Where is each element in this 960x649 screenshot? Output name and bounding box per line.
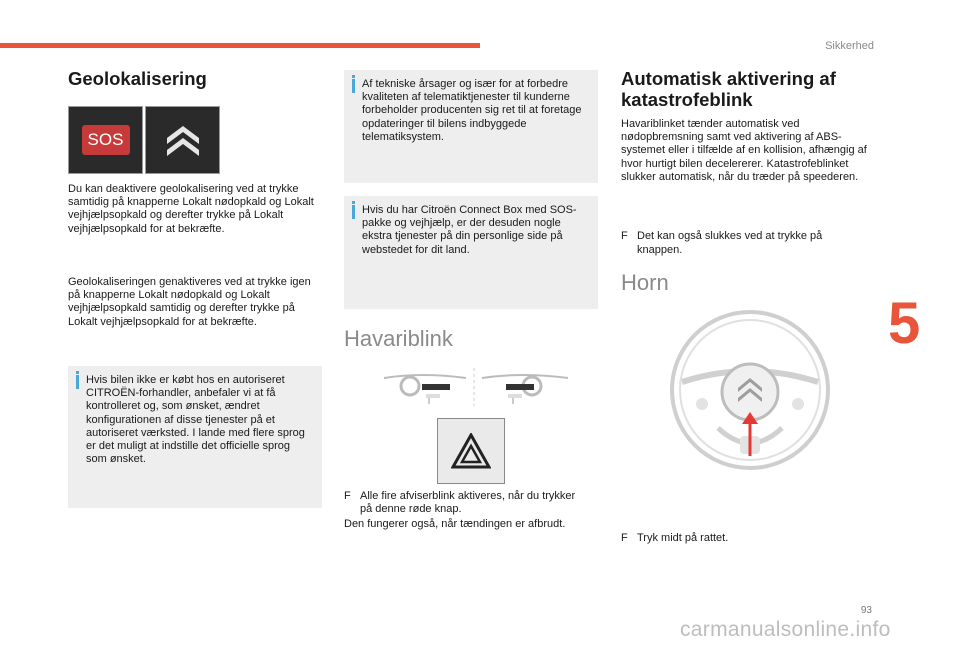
- info-icon-dot: [352, 201, 355, 204]
- steering-wheel-illustration: [668, 308, 832, 472]
- hazard-triangle-icon: [451, 433, 491, 469]
- info-icon: [76, 375, 79, 389]
- citroen-chevron-icon: [161, 118, 205, 162]
- horn-bullet-text: Tryk midt på rattet.: [637, 531, 729, 544]
- sos-button-image: [68, 106, 143, 174]
- hazard-lights-title: Havariblink: [344, 326, 453, 351]
- geolocation-title: Geolokalisering: [68, 68, 207, 89]
- horn-title: Horn: [621, 270, 669, 295]
- geo-info-note: [68, 366, 322, 508]
- auto-hazard-title: Automatisk aktivering af katastrofeblink: [621, 68, 836, 110]
- connect-box-info-note: [344, 196, 598, 309]
- telematics-info-note: [344, 70, 598, 183]
- section-title: Sikkerhed: [825, 40, 874, 52]
- bullet-mark: F: [621, 531, 628, 544]
- connect-box-note-text: Hvis du har Citroën Connect Box med SOS-pakke og vejhjælp, er der desuden nogle ekstra tjenester på din personlige side på webstedet for dit land.: [362, 204, 577, 256]
- geo-buttons-illustration: [68, 106, 220, 174]
- auto-hazard-body: Havariblinket tænder automatisk ved nødopbremsning samt ved aktivering af ABS-systemet eller i tilfælde af en kollision, afhængig af hvor hurtigt bilen decelererer. Katastrofeblinket slukker automatisk, når du træder på speederen.: [621, 118, 867, 183]
- bullet-mark: F: [621, 230, 628, 243]
- dashboard-location-illustration: [382, 366, 572, 408]
- geo-paragraph-1: Du kan deaktivere geolokalisering ved at trykke samtidig på knapperne Lokalt nødopkald og Lokalt vejhjælpsopkald og derefter trykke på Lokalt vejhjælpsopkald for at bekræfte.: [68, 183, 314, 235]
- geo-paragraph-2: Geolokaliseringen genaktiveres ved at trykke igen på knapperne Lokalt nødopkald og Lokalt vejhjælpsopkald samtidig og derefter trykke på Lokalt vejhjælpsopkald for at bekræfte.: [68, 276, 311, 328]
- hazard-bullet-text: Alle fire afviserblink aktiveres, når du trykker på denne røde knap.: [360, 490, 576, 516]
- info-icon-dot: [76, 371, 79, 374]
- telematics-note-text: Af tekniske årsager og især for at forbedre kvaliteten af telematiktjenester til kunderne forbeholder producenten sig ret til at foretage opdateringer til bilens indbyggede telematiksystem.: [362, 78, 582, 143]
- chapter-number: 5: [888, 291, 921, 356]
- auto-hazard-bullet: [621, 230, 865, 256]
- citroen-button-image: [145, 106, 220, 174]
- watermark: carmanualsonline.info: [680, 618, 891, 641]
- hazard-button-image: [437, 418, 505, 484]
- hazard-bullet: [344, 490, 584, 516]
- info-icon: [352, 205, 355, 219]
- geo-note-text: Hvis bilen ikke er købt hos en autoriseret CITROËN-forhandler, anbefaler vi at få kontrolleret og, som ønsket, ændret konfigurationen af disse tjenester på et autoriseret værksted. I lande med flere sprog er det muligt at indstille det officielle sprog som ønsket.: [86, 374, 305, 466]
- sos-label: SOS: [87, 130, 124, 149]
- page-number: 93: [860, 605, 872, 616]
- auto-hazard-bullet-text: Det kan også slukkes ved at trykke på knappen.: [637, 230, 823, 256]
- info-icon: [352, 79, 355, 93]
- header-accent-bar: [0, 43, 480, 48]
- bullet-mark: F: [344, 490, 351, 502]
- horn-bullet: [621, 532, 861, 545]
- hazard-after-text: Den fungerer også, når tændingen er afbrudt.: [344, 518, 566, 530]
- info-icon-dot: [352, 75, 355, 78]
